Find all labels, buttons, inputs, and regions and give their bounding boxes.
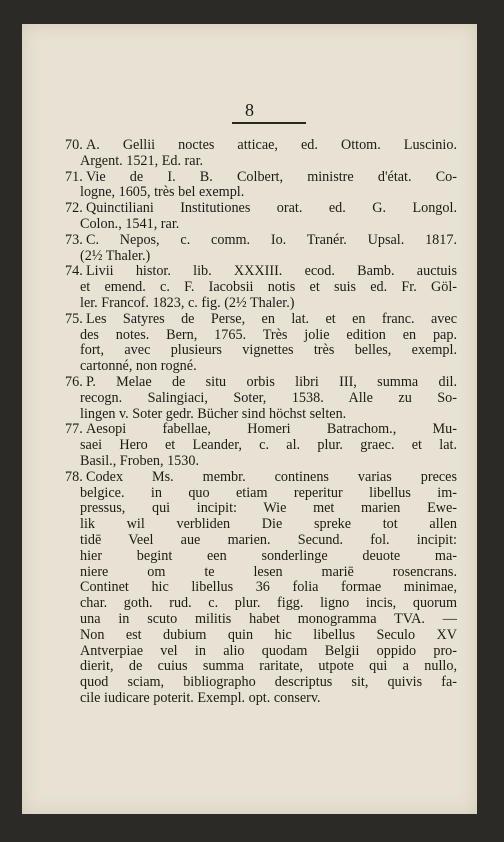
entry-line: pressus, qui incipit: Wie met marien Ewe-: [80, 500, 457, 517]
entry-number: 77.: [65, 421, 83, 438]
entry-line: Continet hic libellus 36 folia formae minimae,: [80, 579, 457, 596]
entry-first-line: [65, 201, 457, 217]
entry-line: Antverpiae vel in alio quodam Belgii oppido pro-: [80, 642, 457, 659]
entry-line: ler. Francof. 1823, c. fig. (2½ Thaler.): [80, 294, 295, 311]
page-number: 8: [245, 100, 254, 120]
header-rule: [232, 122, 306, 124]
entry-first-line: [65, 470, 457, 486]
entry-first-line: [65, 233, 457, 249]
entry-line: hier begint een sonderlinge deuote ma-: [80, 547, 457, 564]
entry-first-line: [65, 375, 457, 391]
entry-line: Codex Ms. membr. continens varias preces: [86, 468, 457, 485]
entry-line: Colon., 1541, rar.: [80, 215, 180, 232]
entry-number: 78.: [65, 468, 83, 485]
entry-line: Aesopi fabellae, Homeri Batrachom., Mu-: [86, 421, 457, 438]
entry-first-line: [65, 138, 457, 154]
entry-line: C. Nepos, c. comm. Io. Tranér. Upsal. 1817.: [86, 231, 457, 248]
entry-line: A. Gellii noctes atticae, ed. Ottom. Luscinio.: [86, 137, 457, 153]
entry-line: Vie de I. B. Colbert, ministre d'état. Co-: [86, 168, 457, 185]
entry-line: lingen v. Soter gedr. Bücher sind höchst selten.: [80, 405, 347, 422]
entry-number: 71.: [65, 168, 83, 185]
entry-number: 74.: [65, 263, 83, 280]
entry-first-line: [65, 312, 457, 328]
entry-line: Livii histor. lib. XXXIII. ecod. Bamb. auctuis: [86, 263, 457, 280]
entry-line: Quinctiliani Institutiones orat. ed. G. Longol.: [86, 200, 457, 217]
entry-number: 75.: [65, 310, 83, 327]
entry-line: (2½ Thaler.): [80, 247, 151, 264]
entry-number: 76.: [65, 373, 83, 390]
entry-line: cile iudicare poterit. Exempl. opt. conserv.: [80, 689, 321, 706]
entry-line: dierit, de cuius summa raritate, utpote qui a nullo,: [80, 658, 457, 675]
entry-line: lik wil verbliden Die spreke tot allen: [80, 516, 457, 533]
entry-line: Basil., Froben, 1530.: [80, 452, 200, 469]
entry-line: recogn. Salingiaci, Soter, 1538. Alle zu So-: [80, 389, 457, 406]
entry-line: des notes. Bern, 1765. Très jolie edition en pap.: [80, 326, 457, 343]
entry-first-line: [65, 422, 457, 438]
book-page: [22, 24, 477, 814]
entry-line: Non est dubium quin hic libellus Seculo XV: [80, 626, 457, 643]
entry-line: tidē Veel aue marien. Secund. fol. incipit:: [80, 531, 457, 548]
entry-line: logne, 1605, très bel exempl.: [80, 184, 245, 201]
catalogue-entry: [65, 170, 457, 202]
entry-line: et emend. c. F. Iacobsii notis et suis ed. Fr. Göl-: [80, 279, 457, 296]
catalogue-entry: [65, 375, 457, 422]
entry-first-line: [65, 170, 457, 186]
entry-line: belgice. in quo etiam reperitur libellus im-: [80, 484, 457, 501]
catalogue-entry: [65, 201, 457, 233]
entry-number: 70.: [65, 137, 83, 153]
catalogue-entry: [65, 233, 457, 265]
entry-number: 73.: [65, 231, 83, 248]
entry-line: char. goth. rud. c. plur. figg. ligno incis, quorum: [80, 595, 457, 612]
entry-line: fort, avec plusieurs vignettes très belles, exempl.: [80, 342, 457, 359]
entry-line: saei Hero et Leander, c. al. plur. graec. et lat.: [80, 437, 457, 454]
entry-line: cartonné, non rogné.: [80, 358, 197, 375]
catalogue-entry: [65, 312, 457, 375]
catalogue-entry: [65, 422, 457, 469]
catalogue-entry: [65, 138, 457, 170]
catalogue-entries: [65, 138, 457, 707]
entry-number: 72.: [65, 200, 83, 217]
entry-line: quod sciam, bibliographo descriptus sit, quivis fa-: [80, 674, 457, 691]
entry-line: niere om te lesen mariē rosencrans.: [80, 563, 457, 580]
catalogue-entry: [65, 470, 457, 707]
catalogue-entry: [65, 264, 457, 311]
entry-line: Les Satyres de Perse, en lat. et en franc. avec: [86, 310, 457, 327]
entry-line: una in scuto militis habet monogramma TVA. —: [80, 610, 457, 627]
entry-line: P. Melae de situ orbis libri III, summa dil.: [86, 373, 457, 390]
entry-first-line: [65, 264, 457, 280]
entry-line: Argent. 1521, Ed. rar.: [80, 152, 204, 169]
